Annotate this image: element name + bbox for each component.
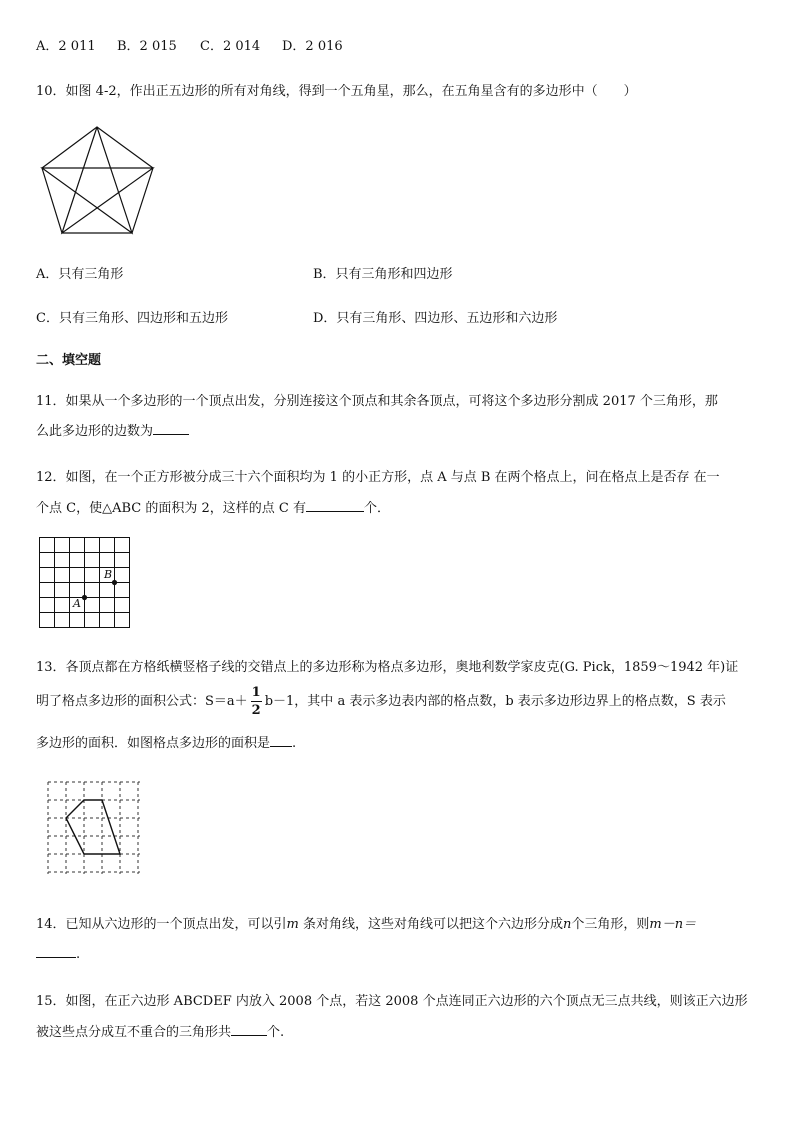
q15-answer-blank[interactable] bbox=[231, 1023, 267, 1036]
q13-text-a: 明了格点多边形的面积公式：S＝a＋ bbox=[36, 694, 248, 709]
q13-fraction bbox=[251, 686, 262, 717]
q9-option-b: B．2 015 bbox=[117, 39, 177, 54]
q14-text-b: 条对角线，这些对角线可以把这个六边形分成 bbox=[298, 917, 564, 932]
q9-option-d: D．2 016 bbox=[282, 39, 343, 54]
q15-line2 bbox=[36, 1021, 284, 1040]
point-a-label: A bbox=[73, 597, 81, 610]
q10-option-b: B．只有三角形和四边形 bbox=[313, 267, 453, 282]
q13-text-c: 多边形的面积．如图格点多边形的面积是 bbox=[36, 736, 271, 751]
q15-line1: 15．如图，在正六边形 ABCDEF 内放入 2008 个点，若这 2008 个点连同正六边形的六个顶点无三点共线，则该正六边形 bbox=[36, 994, 748, 1009]
q13-line2 bbox=[36, 686, 726, 717]
q11-line2 bbox=[36, 420, 189, 439]
q12-grid-figure bbox=[39, 537, 131, 629]
fraction-denominator: 2 bbox=[251, 703, 261, 718]
q14-line2 bbox=[36, 945, 80, 962]
q14-line1 bbox=[36, 913, 696, 932]
q12-line1: 12．如图，在一个正方形被分成三十六个面积均为 1 的小正方形，点 A 与点 B 在两个格点上，问在格点上是否存 在一 bbox=[36, 470, 720, 485]
q14-text-d: . bbox=[76, 947, 81, 962]
q14-text-c: 个三角形，则 bbox=[571, 917, 650, 932]
q9-option-a: A．2 011 bbox=[36, 39, 96, 54]
q14-var-m: m bbox=[286, 917, 299, 932]
fraction-numerator: 1 bbox=[251, 685, 261, 700]
q14-expression: m－n＝ bbox=[649, 917, 697, 932]
q10-option-a: A．只有三角形 bbox=[36, 267, 124, 282]
point-a-dot bbox=[82, 595, 87, 600]
q13-line1: 13．各顶点都在方格纸横竖格子线的交错点上的多边形称为格点多边形，奥地利数学家皮克(G. Pick，1859～1942 年)证 bbox=[36, 660, 739, 675]
q11-answer-blank[interactable] bbox=[153, 422, 189, 435]
q15-text-a: 被这些点分成互不重合的三角形共 bbox=[36, 1025, 232, 1040]
q12-text-a: 个点 C，使△ABC 的面积为 2，这样的点 C 有 bbox=[36, 501, 306, 516]
point-b-label: B bbox=[104, 568, 113, 581]
q13-line3 bbox=[36, 732, 296, 751]
q9-option-c: C．2 014 bbox=[200, 39, 261, 54]
q12-text-b: 个． bbox=[363, 501, 390, 516]
q14-text-a: 14．已知从六边形的一个顶点出发，可以引 bbox=[36, 917, 287, 932]
q13-text-d: . bbox=[292, 736, 297, 751]
q13-answer-blank[interactable] bbox=[270, 734, 292, 747]
q13-text-b: b－1，其中 a 表示多边表内部的格点数，b 表示多边形边界上的格点数，S 表示 bbox=[264, 694, 726, 709]
q10-stem: 10．如图 4-2，作出正五边形的所有对角线，得到一个五角星，那么，在五角星含有的多边形中（ ） bbox=[36, 84, 637, 99]
q13-dotted-grid-figure bbox=[47, 781, 143, 877]
q10-option-d: D．只有三角形、四边形、五边形和六边形 bbox=[313, 311, 558, 326]
q11-line1: 11．如果从一个多边形的一个顶点出发，分别连接这个顶点和其余各顶点，可将这个多边形分割成 2017 个三角形，那 bbox=[36, 394, 718, 409]
q11-text: 么此多边形的边数为 bbox=[36, 424, 154, 439]
point-b-dot bbox=[112, 580, 117, 585]
q12-line2 bbox=[36, 497, 390, 516]
section-heading-fill-blank: 二、填空题 bbox=[36, 353, 102, 368]
q14-var-n: n bbox=[563, 917, 572, 932]
pentagon-star-figure bbox=[40, 125, 155, 235]
q15-text-b: 个. bbox=[267, 1025, 285, 1040]
q10-option-c: C．只有三角形、四边形和五边形 bbox=[36, 311, 228, 326]
q14-answer-blank[interactable] bbox=[36, 945, 76, 958]
lattice-polygon bbox=[66, 800, 120, 854]
q12-answer-blank[interactable] bbox=[306, 499, 364, 512]
